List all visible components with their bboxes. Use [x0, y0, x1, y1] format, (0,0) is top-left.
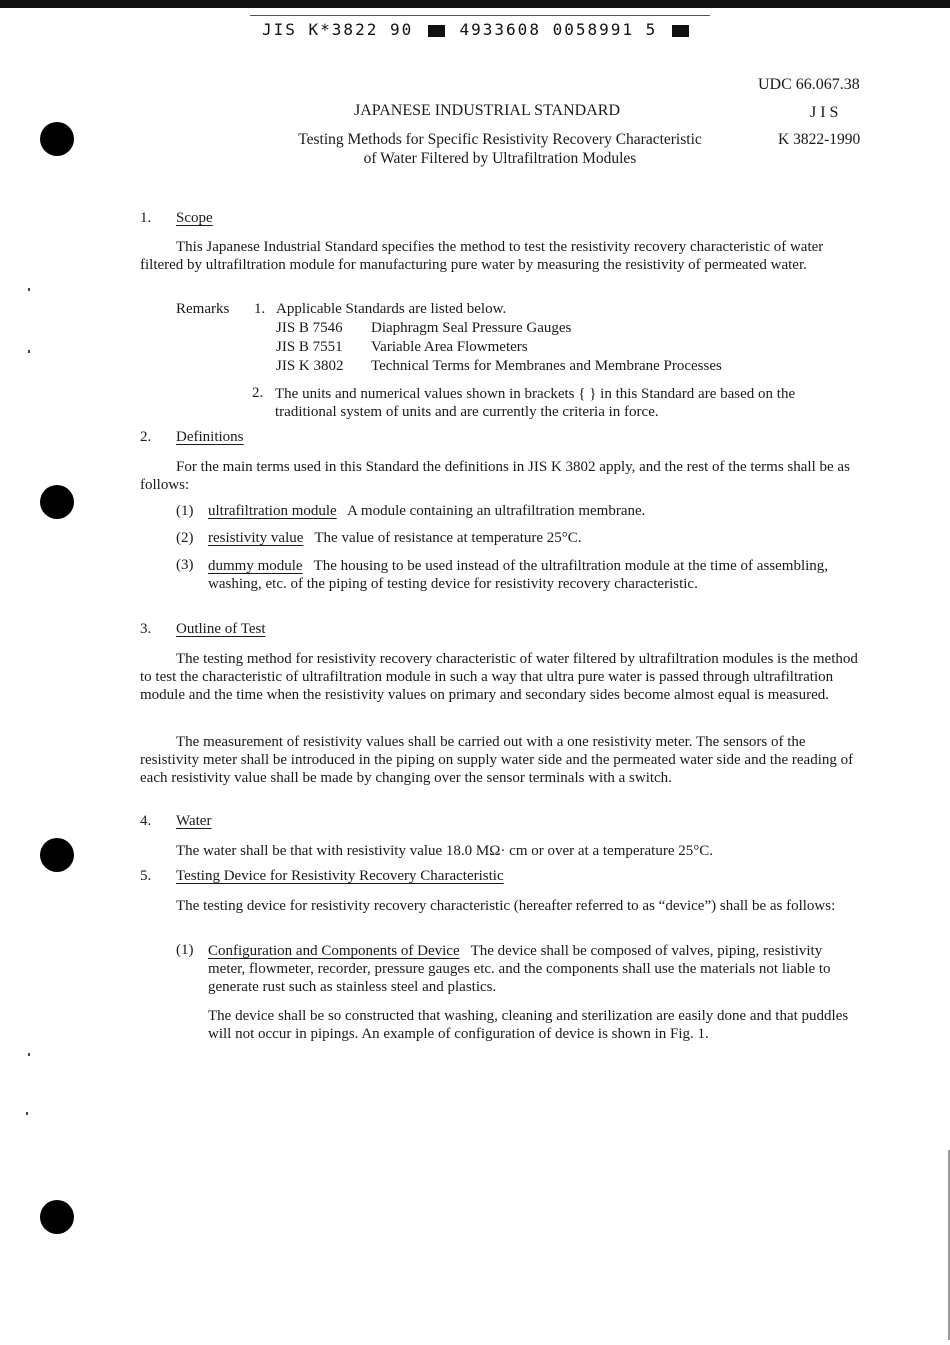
definition-1: [208, 503, 645, 520]
definition-2-number: (2): [176, 530, 194, 546]
remark-2-text: The units and numerical values shown in brackets { } in this Standard are based on the traditional system of units and are currently the criteria in force.: [275, 386, 796, 420]
section-1-title: Scope: [176, 210, 213, 226]
section-1-text: This Japanese Industrial Standard specifies the method to test the resistivity recovery characteristic of water filtered by ultrafiltration module for manufacturing pure water by measuring the resistivity of permeated water.: [140, 239, 824, 273]
remark-1-number: 1.: [254, 301, 266, 317]
scan-top-border: [0, 0, 950, 8]
standard-title: Variable Area Flowmeters: [371, 339, 528, 355]
scan-speck: [28, 350, 30, 353]
definition-text: The value of resistance at temperature 25°C.: [314, 530, 582, 546]
black-block-icon: [672, 25, 689, 37]
remark-1-text: Applicable Standards are listed below.: [276, 301, 507, 317]
section-4-title: Water: [176, 813, 212, 829]
black-block-icon: [428, 25, 445, 37]
title-line-2: of Water Filtered by Ultrafiltration Modules: [363, 150, 637, 167]
device-item-text: The device shall be composed of valves, piping, resistivity meter, flowmeter, recorder, pressure gauges etc. and the components shall use the materials not liable to generate rust such as stainless steel and plastics.: [208, 943, 831, 995]
standard-code: JIS B 7551: [276, 339, 343, 355]
standard-title: Diaphragm Seal Pressure Gauges: [371, 320, 572, 336]
punch-hole-icon: [40, 838, 74, 872]
scan-speck: [26, 1112, 28, 1115]
standard-title: Technical Terms for Membranes and Membrane Processes: [371, 358, 722, 374]
device-item-1-paragraph-2: The device shall be so constructed that washing, cleaning and sterilization are easily done and that puddles will not occur in pipings. An example of configuration of device is shown in Fig. 1.: [208, 1008, 849, 1042]
section-5-number: 5.: [140, 868, 152, 884]
standard-row: [176, 338, 722, 357]
definition-text: A module containing an ultrafiltration membrane.: [347, 503, 646, 519]
section-2-title: Definitions: [176, 429, 244, 445]
remark-2-number: 2.: [252, 385, 264, 401]
definition-term: ultrafiltration module: [208, 503, 337, 519]
section-5-text: The testing device for resistivity recovery characteristic (hereafter referred to as “device”) shall be as follows:: [176, 898, 836, 914]
header-code-part1: JIS K*3822 90: [262, 20, 414, 39]
scan-speck: [28, 1053, 30, 1056]
punch-hole-icon: [40, 122, 74, 156]
definition-3-number: (3): [176, 557, 194, 573]
remarks-label: Remarks: [176, 301, 230, 317]
scan-speck: [28, 288, 30, 291]
jis-label: J I S: [810, 104, 839, 121]
section-4-number: 4.: [140, 813, 152, 829]
definition-1-number: (1): [176, 503, 194, 519]
standard-code: JIS B 7546: [276, 320, 343, 336]
document-title: [230, 130, 770, 168]
section-3-title: Outline of Test: [176, 621, 266, 637]
section-3-paragraph-1: The testing method for resistivity recovery characteristic of water filtered by ultrafiltration modules is the method to test the characteristic of ultrafiltration module in such a way that ultra pure water is passed through ultrafiltration module and the time when the resistivity values on primary and secondary sides become almost equal is measured.: [140, 651, 858, 703]
device-item-term: Configuration and Components of Device: [208, 943, 460, 959]
header-code-part2: 4933608 0058991 5: [459, 20, 658, 39]
standard-code: JIS K 3802: [276, 358, 344, 374]
standard-org: JAPANESE INDUSTRIAL STANDARD: [354, 102, 620, 119]
device-item-1: [208, 942, 858, 996]
definition-3: [208, 557, 860, 593]
section-4-text: The water shall be that with resistivity value 18.0 MΩ· cm or over at a temperature 25°C.: [176, 843, 713, 859]
definition-2: [208, 530, 582, 547]
section-5-title: Testing Device for Resistivity Recovery Characteristic: [176, 868, 504, 884]
definition-term: resistivity value: [208, 530, 304, 546]
device-item-1-number: (1): [176, 942, 194, 958]
definition-term: dummy module: [208, 558, 303, 574]
remarks-block: [176, 300, 722, 376]
definition-text: The housing to be used instead of the ultrafiltration module at the time of assembling, washing, etc. of the piping of testing device for resistivity recovery characteristic.: [208, 558, 829, 592]
section-3-paragraph-2: The measurement of resistivity values shall be carried out with a one resistivity meter. The sensors of the resistivity meter shall be introduced in the piping on supply water side and the permeated water side and the reading of each resistivity value shall be made by changing over the sensor terminals with a switch.: [140, 734, 854, 786]
header-barcode-line: [262, 20, 692, 39]
title-line-1: Testing Methods for Specific Resistivity Recovery Characteristic: [298, 131, 702, 148]
section-2-number: 2.: [140, 429, 152, 445]
header-rule: [250, 15, 710, 16]
punch-hole-icon: [40, 485, 74, 519]
punch-hole-icon: [40, 1200, 74, 1234]
section-2-text: For the main terms used in this Standard the definitions in JIS K 3802 apply, and the rest of the terms shall be as follows:: [140, 459, 850, 493]
section-3-number: 3.: [140, 621, 152, 637]
standard-row: [176, 357, 722, 376]
standard-number: K 3822-1990: [778, 131, 861, 148]
section-1-number: 1.: [140, 210, 152, 226]
udc-number: UDC 66.067.38: [758, 76, 860, 93]
standard-row: [176, 319, 722, 338]
